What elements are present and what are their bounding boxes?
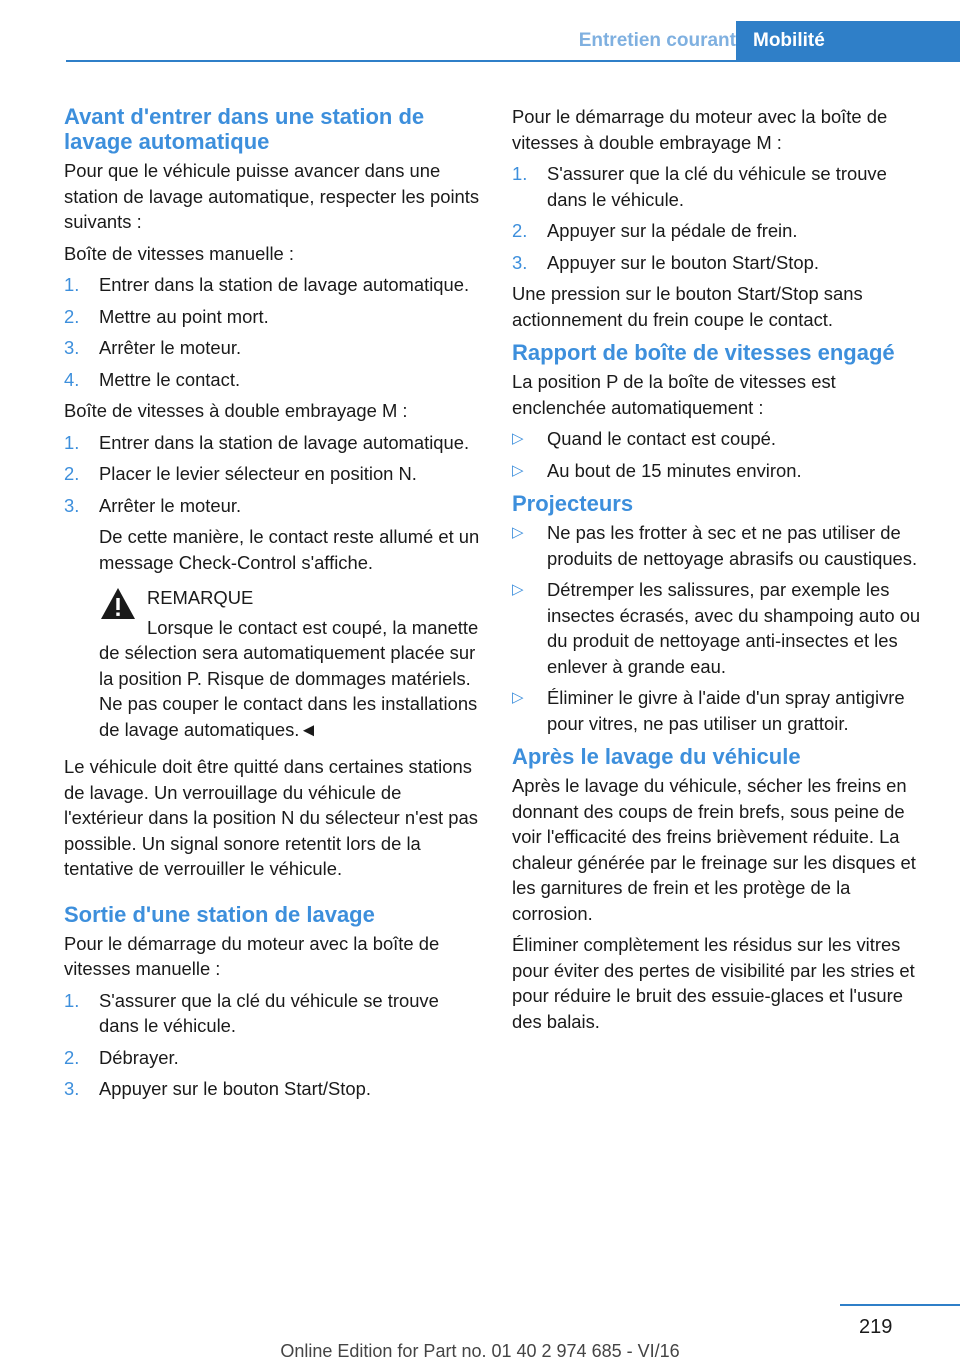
list-item: 2. Placer le levier sélecteur en position N.	[64, 463, 417, 484]
bullet-triangle-icon: ▷	[512, 581, 524, 598]
paragraph: Éliminer complètement les résidus sur les vitres pour éviter des pertes de visibilité par les stries et pour réduire le bruit des essuie-glaces et l'usure des balais.	[512, 934, 915, 1032]
left-column	[64, 104, 480, 1108]
bullet-triangle-icon: ▷	[512, 524, 524, 541]
list-item: 2. Mettre au point mort.	[64, 305, 269, 327]
paragraph: Pour que le véhicule puisse avancer dans une station de lavage automatique, respecter les points suivants :	[64, 160, 480, 232]
bullet-triangle-icon: ▷	[512, 689, 524, 706]
section-tab[interactable]: Entretien courant	[578, 30, 736, 51]
header-rule	[66, 60, 960, 62]
numbered-list	[64, 988, 480, 1102]
numbered-list	[64, 272, 480, 392]
paragraph: La position P de la boîte de vitesses est enclenchée automatiquement :	[512, 371, 836, 418]
numbered-list	[64, 430, 480, 519]
list-item: ▷ Détremper les salissures, par exemple les insectes écrasés, avec du shampoing auto ou du produit de nettoyage anti-insectes et les enlever à grande eau.	[512, 577, 928, 679]
list-item: 1. S'assurer que la clé du véhicule se trouve dans le véhicule.	[64, 989, 439, 1036]
list-item: 1. Entrer dans la station de lavage automatique.	[64, 274, 470, 295]
heading-before-wash: Avant d'entrer dans une station de lavage automatique	[64, 104, 425, 154]
bullet-list	[512, 520, 928, 736]
list-item: 1. S'assurer que la clé du véhicule se trouve dans le véhicule.	[512, 163, 887, 210]
footer-edition: Online Edition for Part no. 01 40 2 974 685 - VI/16	[280, 1341, 680, 1361]
list-item: 3. Arrêter le moteur.	[64, 494, 242, 516]
right-column	[512, 104, 928, 1040]
list-item: 3. Appuyer sur le bouton Start/Stop.	[64, 1078, 371, 1099]
list-item: 4. Mettre le contact.	[64, 368, 241, 390]
paragraph: Boîte de vitesses manuelle :	[64, 242, 295, 264]
heading-headlights: Projecteurs	[512, 491, 634, 516]
paragraph: Boîte de vitesses à double embrayage M :	[64, 400, 408, 421]
bullet-list	[512, 426, 928, 483]
list-item: 3. Appuyer sur le bouton Start/Stop.	[512, 251, 819, 273]
note-text: Lorsque le contact est coupé, la manette de sélection sera automatiquement placée sur la position P. Risque de dommages matériels. Ne pas couper le contact dans les installations de lavage automatiques.◄	[99, 616, 479, 740]
bullet-triangle-icon: ▷	[512, 430, 524, 447]
list-sub-paragraph: De cette manière, le contact reste allumé et un message Check-Control s'affiche.	[99, 526, 480, 573]
chapter-tab[interactable]: Mobilité	[736, 21, 960, 62]
warning-icon	[99, 585, 137, 623]
paragraph: Après le lavage du véhicule, sécher les freins en donnant des coups de frein brefs, sous peine de voir l'efficacité des freins brièvement réduite. La chaleur générée par le freinage sur les disques et les garnitures de frein et les protège de la corrosion.	[512, 775, 916, 924]
footer-rule	[840, 1304, 960, 1306]
list-item: ▷ Quand le contact est coupé.	[512, 426, 928, 452]
list-item: ▷ Éliminer le givre à l'aide d'un spray antigivre pour vitres, ne pas utiliser un grattoir.	[512, 685, 928, 736]
list-item: 3. Arrêter le moteur.	[64, 337, 242, 358]
list-item: ▷ Au bout de 15 minutes environ.	[512, 458, 928, 484]
paragraph: Une pression sur le bouton Start/Stop sans actionnement du frein coupe le contact.	[512, 283, 863, 330]
page-number: 219	[859, 1316, 893, 1338]
page-header	[66, 21, 960, 62]
bullet-triangle-icon: ▷	[512, 461, 524, 479]
list-item: ▷ Ne pas les frotter à sec et ne pas utiliser de produits de nettoyage abrasifs ou caustiques.	[512, 520, 928, 571]
list-item: 2. Appuyer sur la pédale de frein.	[512, 220, 798, 241]
heading-gear-engaged: Rapport de boîte de vitesses engagé	[512, 340, 895, 365]
numbered-list	[512, 161, 928, 275]
heading-after-wash: Après le lavage du véhicule	[512, 744, 801, 769]
note-title: REMARQUE	[147, 587, 254, 608]
list-item: 1. Entrer dans la station de lavage automatique.	[64, 431, 470, 453]
heading-exit-wash: Sortie d'une station de lavage	[64, 901, 375, 927]
list-item: 2. Débrayer.	[64, 1046, 179, 1068]
paragraph: Pour le démarrage du moteur avec la boîte de vitesses à double embrayage M :	[512, 106, 888, 153]
paragraph: Pour le démarrage du moteur avec la boîte de vitesses manuelle :	[64, 932, 440, 979]
paragraph: Le véhicule doit être quitté dans certaines stations de lavage. Un verrouillage du véhicule de l'extérieur dans la position N du sélecteur n'est pas possible. Un signal sonore retentit lors de la tentative de verrouiller le véhicule.	[64, 756, 478, 879]
warning-note	[64, 585, 480, 742]
